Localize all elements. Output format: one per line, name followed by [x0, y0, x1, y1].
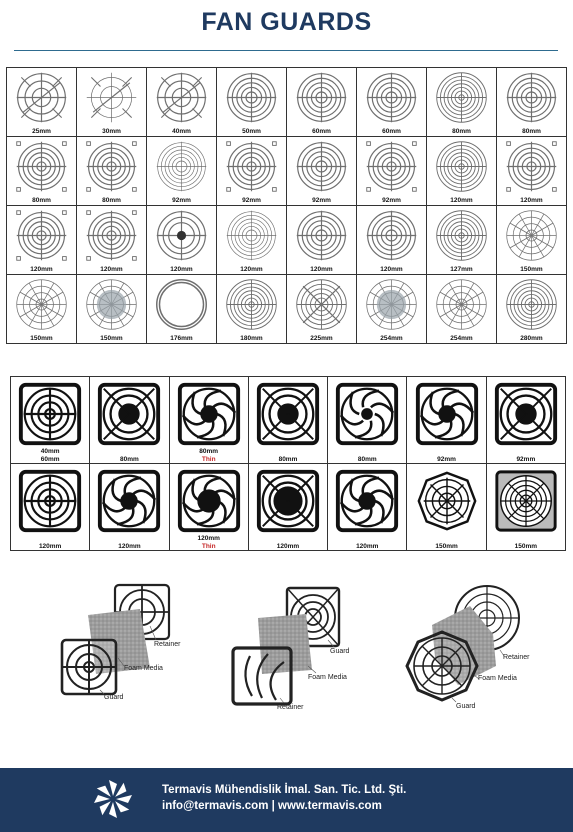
guard-size-label: 80mm: [102, 197, 121, 204]
retainer-label: Retainer: [154, 641, 181, 648]
guard-size-label: 225mm: [310, 335, 333, 342]
metal-fan-guard-image: [364, 70, 419, 125]
guard-size-label: 50mm: [242, 128, 261, 135]
metal-guards-table: [6, 67, 567, 344]
metal-fan-guard-image: [294, 208, 349, 263]
plastic-guard-cell: [169, 464, 248, 551]
metal-fan-guard-image: [84, 70, 139, 125]
assembly-diagram-round-guard: [407, 586, 530, 710]
metal-guard-cell: [357, 275, 427, 344]
guard-size-label: 120mm: [100, 266, 123, 273]
metal-fan-guard-image: [14, 139, 69, 194]
guard-size-label: 92mm: [437, 456, 456, 463]
metal-fan-guard-image: [224, 70, 279, 125]
guard-label: Guard: [104, 694, 124, 701]
guard-size-label: 80mm: [522, 128, 541, 135]
plastic-fan-guard-image: [492, 467, 560, 535]
metal-fan-guard-image: [294, 70, 349, 125]
guard-size-label: 30mm: [102, 128, 121, 135]
guard-size-label: 120mm: [450, 197, 473, 204]
guard-size-label: 150mm: [435, 543, 458, 550]
guard-size-label: 120mm: [170, 266, 193, 273]
metal-fan-guard-image: [364, 277, 419, 332]
metal-fan-guard-image: [14, 277, 69, 332]
guard-size-label: 176mm: [170, 335, 193, 342]
metal-guard-cell: [7, 68, 77, 137]
retainer-label: Retainer: [503, 654, 530, 661]
assembly-diagram-square-grille: [62, 585, 181, 701]
guard-size-label: 80mm: [32, 197, 51, 204]
metal-fan-guard-image: [14, 208, 69, 263]
metal-guard-cell: [147, 275, 217, 344]
metal-guard-cell: [497, 275, 567, 344]
metal-guard-cell: [287, 275, 357, 344]
guard-size-label: 92mm: [382, 197, 401, 204]
metal-fan-guard-image: [224, 277, 279, 332]
assembly-diagram-swirl-grille: [233, 588, 350, 711]
plastic-fan-guard-image: [333, 380, 401, 448]
metal-guard-cell: [77, 275, 147, 344]
metal-fan-guard-image: [154, 277, 209, 332]
page-title: FAN GUARDS: [201, 8, 372, 36]
plastic-guard-cell: [486, 377, 565, 464]
footer: [0, 768, 573, 832]
company-name: Termavis Mühendislik İmal. San. Tic. Ltd. Şti.: [162, 784, 407, 796]
plastic-guard-cell: [90, 377, 169, 464]
metal-fan-guard-image: [504, 208, 559, 263]
metal-guards-row: [7, 206, 567, 275]
metal-fan-guard-image: [224, 208, 279, 263]
guard-size-label: 180mm: [240, 335, 263, 342]
guard-size-label: 120mm: [276, 543, 300, 550]
plastic-guard-cell: [407, 464, 486, 551]
plastic-guard-cell: [90, 464, 169, 551]
metal-fan-guard-image: [364, 208, 419, 263]
guard-size-label: 92mm: [172, 197, 191, 204]
plastic-fan-guard-image: [16, 380, 84, 448]
plastic-guard-cell: [11, 464, 90, 551]
metal-fan-guard-image: [154, 139, 209, 194]
metal-guard-cell: [497, 206, 567, 275]
guard-size-label: 254mm: [450, 335, 473, 342]
guard-size-label: 150mm: [30, 335, 53, 342]
metal-fan-guard-image: [14, 70, 69, 125]
foam-media-label: Foam Media: [478, 675, 517, 682]
foam-media-label: Foam Media: [308, 674, 347, 681]
metal-fan-guard-image: [434, 208, 489, 263]
guard-size-label: 80mm: [278, 456, 298, 463]
metal-guards-row: [7, 275, 567, 344]
guard-frame: [407, 632, 477, 700]
plastic-fan-guard-image: [413, 467, 481, 535]
metal-guard-cell: [7, 275, 77, 344]
thin-variant-label: Thin: [201, 456, 216, 463]
metal-fan-guard-image: [294, 277, 349, 332]
plastic-fan-guard-image: [16, 467, 84, 535]
metal-guard-cell: [77, 206, 147, 275]
metal-fan-guard-image: [434, 139, 489, 194]
metal-guards-row: [7, 137, 567, 206]
guard-size-label: 80mm: [357, 456, 377, 463]
guard-size-label: 150mm: [514, 543, 538, 550]
guard-size-label: 120mm: [118, 543, 141, 550]
guard-size-label: 25mm: [32, 128, 51, 135]
guard-size-label: 120mm: [310, 266, 333, 273]
guard-size-label: 120mm: [197, 535, 220, 542]
guard-label: Guard: [330, 648, 350, 655]
plastic-guards-row: [11, 464, 566, 551]
metal-guard-cell: [77, 137, 147, 206]
metal-guard-cell: [357, 137, 427, 206]
guard-frame: [62, 640, 116, 694]
guard-size-label: 120mm: [30, 266, 53, 273]
plastic-fan-guard-image: [333, 467, 401, 535]
metal-fan-guard-image: [504, 277, 559, 332]
plastic-fan-guard-image: [95, 467, 163, 535]
guard-size-label: 60mm: [40, 456, 60, 463]
guard-size-label: 40mm: [40, 448, 60, 455]
plastic-guards-row: [11, 377, 566, 464]
guard-size-label: 80mm: [452, 128, 471, 135]
metal-guard-cell: [427, 206, 497, 275]
guard-size-label: 120mm: [520, 197, 543, 204]
plastic-fan-guard-image: [254, 467, 322, 535]
metal-fan-guard-image: [504, 139, 559, 194]
guard-size-label: 60mm: [312, 128, 331, 135]
metal-guard-cell: [217, 206, 287, 275]
metal-guard-cell: [497, 68, 567, 137]
metal-fan-guard-image: [154, 208, 209, 263]
metal-guard-cell: [147, 137, 217, 206]
foam-media-sheet: [258, 614, 312, 674]
guard-size-label: 92mm: [312, 197, 331, 204]
metal-guard-cell: [147, 206, 217, 275]
title-divider: [14, 50, 558, 51]
metal-guard-cell: [287, 206, 357, 275]
guard-size-label: 127mm: [450, 266, 473, 273]
termavis-logo-icon: [92, 778, 134, 820]
metal-guard-cell: [427, 137, 497, 206]
guard-size-label: 80mm: [199, 448, 219, 455]
metal-guard-cell: [287, 68, 357, 137]
plastic-fan-guard-image: [254, 380, 322, 448]
thin-variant-label: Thin: [201, 543, 216, 550]
metal-guard-cell: [427, 275, 497, 344]
metal-fan-guard-image: [154, 70, 209, 125]
guard-size-label: 280mm: [520, 335, 543, 342]
metal-fan-guard-image: [84, 139, 139, 194]
metal-fan-guard-image: [224, 139, 279, 194]
guard-size-label: 120mm: [240, 266, 263, 273]
guard-size-label: 40mm: [172, 128, 191, 135]
plastic-guard-cell: [328, 464, 407, 551]
metal-guard-cell: [287, 137, 357, 206]
foam-media-label: Foam Media: [124, 665, 163, 672]
metal-fan-guard-image: [84, 208, 139, 263]
plastic-fan-guard-image: [492, 380, 560, 448]
plastic-guard-cell: [328, 377, 407, 464]
guard-size-label: 150mm: [520, 266, 543, 273]
metal-guard-cell: [357, 68, 427, 137]
metal-guard-cell: [427, 68, 497, 137]
plastic-guard-cell: [248, 464, 327, 551]
guard-size-label: 92mm: [516, 456, 536, 463]
guard-size-label: 120mm: [38, 543, 62, 550]
metal-fan-guard-image: [434, 70, 489, 125]
guard-size-label: 120mm: [356, 543, 379, 550]
metal-guard-cell: [7, 206, 77, 275]
guard-size-label: 60mm: [382, 128, 401, 135]
plastic-guard-cell: [486, 464, 565, 551]
guard-size-label: 120mm: [380, 266, 403, 273]
guard-label: Guard: [456, 703, 476, 710]
metal-guard-cell: [77, 68, 147, 137]
guard-size-label: 254mm: [380, 335, 403, 342]
metal-guard-cell: [147, 68, 217, 137]
plastic-guard-cell: [407, 377, 486, 464]
metal-guard-cell: [7, 137, 77, 206]
metal-guards-row: [7, 68, 567, 137]
metal-fan-guard-image: [504, 70, 559, 125]
guard-size-label: 92mm: [242, 197, 261, 204]
plastic-fan-guard-image: [413, 380, 481, 448]
guard-size-label: 150mm: [100, 335, 123, 342]
metal-guard-cell: [217, 68, 287, 137]
metal-guard-cell: [217, 137, 287, 206]
guard-size-label: 80mm: [120, 456, 139, 463]
metal-fan-guard-image: [84, 277, 139, 332]
metal-guard-cell: [497, 137, 567, 206]
metal-fan-guard-image: [434, 277, 489, 332]
plastic-guard-cell: [169, 377, 248, 464]
retainer-label: Retainer: [277, 704, 304, 711]
plastic-guards-table: [10, 376, 566, 551]
contact-info: info@termavis.com | www.termavis.com: [162, 800, 382, 812]
metal-guard-cell: [357, 206, 427, 275]
plastic-fan-guard-image: [95, 380, 163, 448]
filter-assembly-diagrams: [0, 570, 573, 740]
plastic-guard-cell: [248, 377, 327, 464]
metal-guard-cell: [217, 275, 287, 344]
plastic-fan-guard-image: [175, 380, 243, 448]
plastic-fan-guard-image: [175, 467, 243, 535]
metal-fan-guard-image: [294, 139, 349, 194]
metal-fan-guard-image: [364, 139, 419, 194]
plastic-guard-cell: [11, 377, 90, 464]
